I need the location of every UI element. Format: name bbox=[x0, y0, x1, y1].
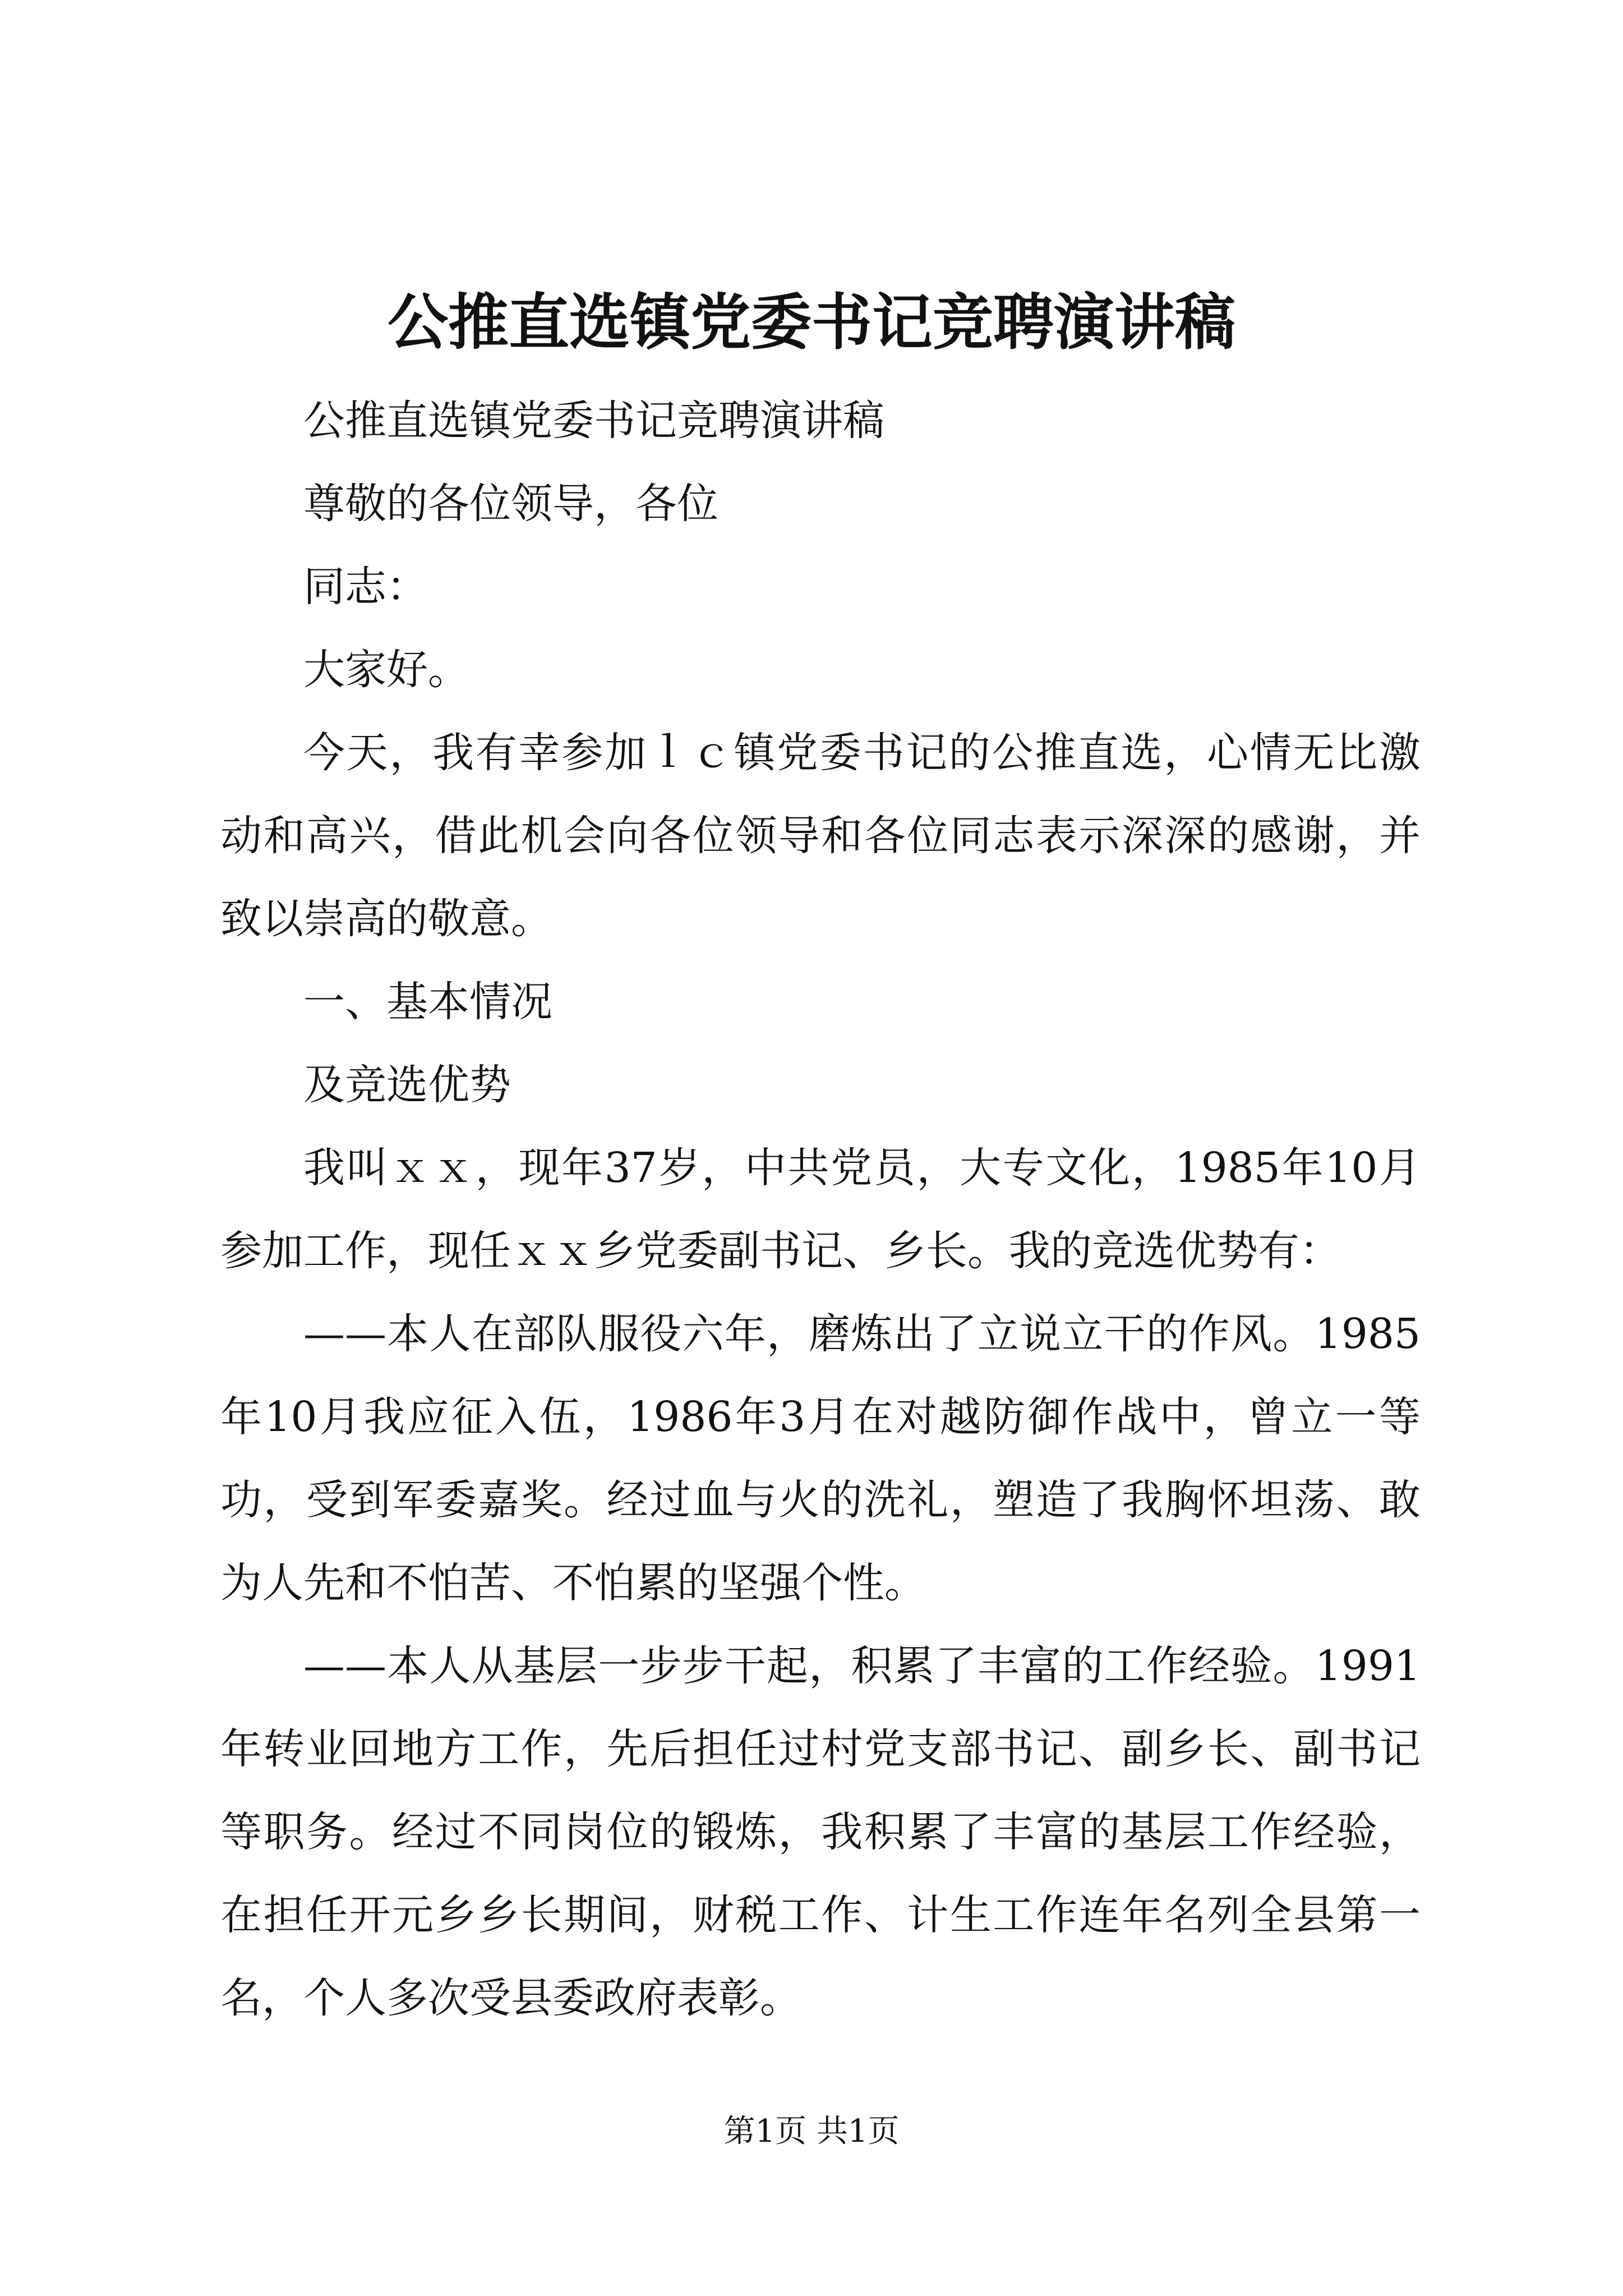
paragraph-intro: 今天，我有幸参加ｌｃ镇党委书记的公推直选，心情无比激动和高兴，借此机会向各位领导和各位同志表示深深的感谢，并致以崇高的敬意。 bbox=[220, 729, 1421, 943]
section-heading-advantages: 及竞选优势 bbox=[303, 1061, 511, 1109]
section-heading-basic-info: 一、基本情况 bbox=[303, 978, 552, 1026]
document-body bbox=[220, 379, 1421, 2040]
paragraph-work-experience: ——本人从基层一步步干起，积累了丰富的工作经验。1991年转业回地方工作，先后担任过村党支部书记、副乡长、副书记等职务。经过不同岗位的锻炼，我积累了丰富的基层工作经验，在担任开元乡乡长期间，财税工作、计生工作连年名列全县第一名，个人多次受县委政府表彰。 bbox=[220, 1642, 1421, 2022]
paragraph-military-service: ——本人在部队服役六年，磨炼出了立说立干的作风。1985年10月我应征入伍，1986年3月在对越防御作战中，曾立一等功，受到军委嘉奖。经过血与火的洗礼，塑造了我胸怀坦荡、敢为人先和不怕苦、不怕累的坚强个性。 bbox=[220, 1310, 1421, 1607]
paragraph-greeting: 大家好。 bbox=[303, 646, 469, 694]
paragraph-salutation-cont: 同志： bbox=[303, 563, 428, 611]
document-title: 公推直选镇党委书记竞聘演讲稿 bbox=[387, 287, 1235, 358]
page-footer: 第1页 共1页 bbox=[723, 2113, 900, 2150]
paragraph-heading-repeat: 公推直选镇党委书记竞聘演讲稿 bbox=[303, 397, 884, 445]
paragraph-salutation: 尊敬的各位领导，各位 bbox=[303, 480, 718, 528]
paragraph-self-intro: 我叫ｘｘ，现年37岁，中共党员，大专文化，1985年10月参加工作，现任ｘｘ乡党委副书记、乡长。我的竞选优势有： bbox=[220, 1144, 1421, 1275]
